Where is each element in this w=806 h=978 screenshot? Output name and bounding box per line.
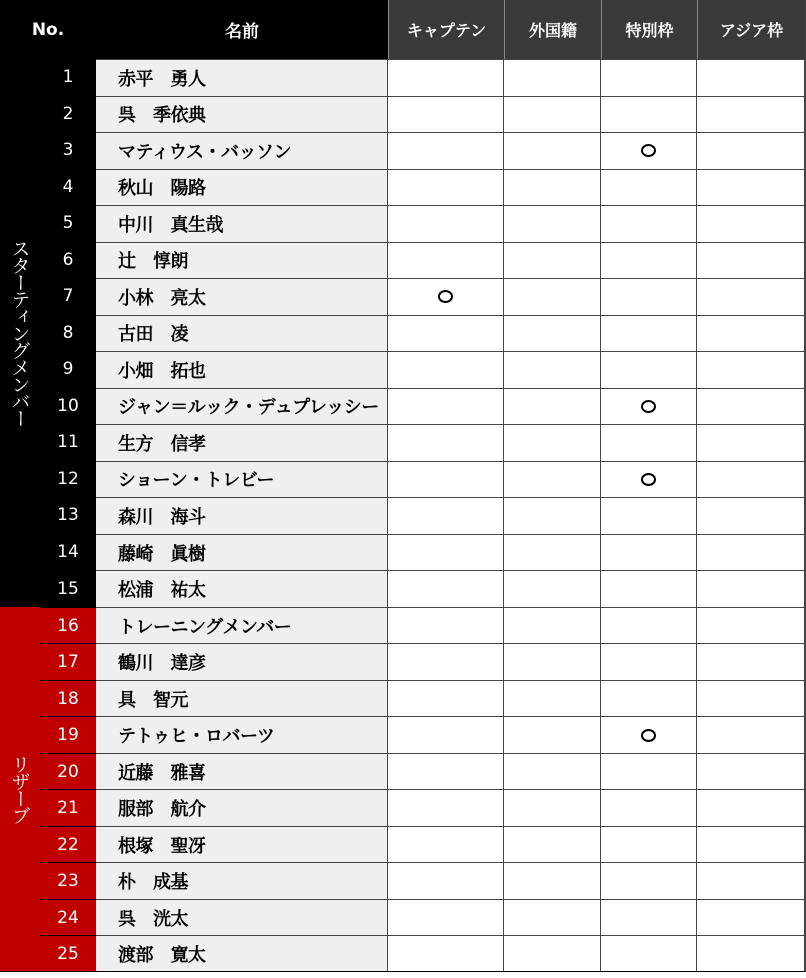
foreign-cell <box>504 205 601 242</box>
asia-cell <box>697 388 805 425</box>
asia-cell <box>697 716 805 753</box>
special-cell <box>601 680 697 717</box>
captain-cell <box>388 351 504 388</box>
captain-cell <box>388 862 504 899</box>
special-cell <box>601 789 697 826</box>
header-asia: アジア枠 <box>697 0 805 59</box>
row-number: 13 <box>40 497 96 534</box>
foreign-cell <box>504 497 601 534</box>
row-number: 4 <box>40 169 96 206</box>
player-name: テトゥヒ・ロバーツ <box>96 716 388 753</box>
player-name: 辻 惇朗 <box>96 242 388 279</box>
player-name: ショーン・トレビー <box>96 461 388 498</box>
player-name: 具 智元 <box>96 680 388 717</box>
asia-cell <box>697 643 805 680</box>
asia-cell <box>697 132 805 169</box>
foreign-cell <box>504 169 601 206</box>
row-number: 11 <box>40 424 96 461</box>
player-name: 赤平 勇人 <box>96 59 388 96</box>
player-name: ジャン＝ルック・デュプレッシー <box>96 388 388 425</box>
row-number: 18 <box>40 680 96 717</box>
asia-cell <box>697 242 805 279</box>
foreign-cell <box>504 315 601 352</box>
asia-cell <box>697 534 805 571</box>
header-name: 名前 <box>96 0 388 59</box>
foreign-cell <box>504 680 601 717</box>
asia-cell <box>697 96 805 133</box>
special-cell <box>601 205 697 242</box>
row-number: 17 <box>40 643 96 680</box>
player-name: 鶴川 達彦 <box>96 643 388 680</box>
header-foreign: 外国籍 <box>504 0 601 59</box>
special-cell <box>601 169 697 206</box>
special-cell <box>601 96 697 133</box>
asia-cell <box>697 169 805 206</box>
player-name: マティウス・バッソン <box>96 132 388 169</box>
player-name: 近藤 雅喜 <box>96 753 388 790</box>
asia-cell <box>697 424 805 461</box>
asia-cell <box>697 826 805 863</box>
special-mark <box>641 729 656 742</box>
captain-cell <box>388 607 504 644</box>
captain-cell <box>388 205 504 242</box>
special-mark <box>641 144 656 157</box>
foreign-cell <box>504 461 601 498</box>
captain-cell <box>388 753 504 790</box>
asia-cell <box>697 935 805 972</box>
asia-cell <box>697 497 805 534</box>
row-number: 2 <box>40 96 96 133</box>
captain-cell <box>388 461 504 498</box>
foreign-cell <box>504 789 601 826</box>
foreign-cell <box>504 132 601 169</box>
special-cell <box>601 315 697 352</box>
player-name: トレーニングメンバー <box>96 607 388 644</box>
foreign-cell <box>504 96 601 133</box>
row-number: 23 <box>40 862 96 899</box>
player-name: 生方 信孝 <box>96 424 388 461</box>
captain-cell <box>388 935 504 972</box>
player-name: 森川 海斗 <box>96 497 388 534</box>
special-cell <box>601 132 697 169</box>
foreign-cell <box>504 753 601 790</box>
player-name: 呉 季依典 <box>96 96 388 133</box>
player-name: 服部 航介 <box>96 789 388 826</box>
player-name: 小畑 拓也 <box>96 351 388 388</box>
foreign-cell <box>504 351 601 388</box>
header-no: No. <box>0 0 96 59</box>
header-captain: キャプテン <box>388 0 504 59</box>
asia-cell <box>697 570 805 607</box>
special-cell <box>601 534 697 571</box>
asia-cell <box>697 278 805 315</box>
special-cell <box>601 351 697 388</box>
player-name: 古田 凌 <box>96 315 388 352</box>
captain-cell <box>388 534 504 571</box>
group-label-starting-text: スターティングメンバー <box>8 239 31 427</box>
special-cell <box>601 753 697 790</box>
asia-cell <box>697 315 805 352</box>
row-number: 10 <box>40 388 96 425</box>
foreign-cell <box>504 570 601 607</box>
foreign-cell <box>504 607 601 644</box>
foreign-cell <box>504 424 601 461</box>
captain-cell <box>388 132 504 169</box>
captain-cell <box>388 388 504 425</box>
row-number: 6 <box>40 242 96 279</box>
player-name: 松浦 祐太 <box>96 570 388 607</box>
captain-cell <box>388 59 504 96</box>
special-cell <box>601 716 697 753</box>
row-number: 12 <box>40 461 96 498</box>
row-number: 5 <box>40 205 96 242</box>
group-label-reserve <box>0 607 40 972</box>
captain-cell <box>388 899 504 936</box>
special-cell <box>601 899 697 936</box>
group-label-starting <box>0 59 40 607</box>
captain-cell <box>388 424 504 461</box>
row-number: 21 <box>40 789 96 826</box>
player-name: 藤崎 眞樹 <box>96 534 388 571</box>
captain-cell <box>388 789 504 826</box>
asia-cell <box>697 351 805 388</box>
row-number: 14 <box>40 534 96 571</box>
header-special: 特別枠 <box>601 0 697 59</box>
foreign-cell <box>504 242 601 279</box>
captain-mark <box>438 290 453 303</box>
foreign-cell <box>504 59 601 96</box>
row-number: 15 <box>40 570 96 607</box>
player-name: 呉 洸太 <box>96 899 388 936</box>
row-number: 7 <box>40 278 96 315</box>
row-number: 24 <box>40 899 96 936</box>
row-number: 25 <box>40 935 96 972</box>
foreign-cell <box>504 716 601 753</box>
foreign-cell <box>504 862 601 899</box>
player-name: 渡部 寛太 <box>96 935 388 972</box>
asia-cell <box>697 205 805 242</box>
captain-cell <box>388 242 504 279</box>
asia-cell <box>697 607 805 644</box>
captain-cell <box>388 716 504 753</box>
foreign-cell <box>504 388 601 425</box>
special-cell <box>601 388 697 425</box>
foreign-cell <box>504 278 601 315</box>
row-number: 8 <box>40 315 96 352</box>
asia-cell <box>697 899 805 936</box>
captain-cell <box>388 315 504 352</box>
special-mark <box>641 473 656 486</box>
group-label-reserve-text: リザーブ <box>8 755 31 824</box>
special-cell <box>601 643 697 680</box>
foreign-cell <box>504 935 601 972</box>
asia-cell <box>697 862 805 899</box>
captain-cell <box>388 643 504 680</box>
captain-cell <box>388 497 504 534</box>
asia-cell <box>697 680 805 717</box>
row-number: 1 <box>40 59 96 96</box>
special-cell <box>601 497 697 534</box>
special-cell <box>601 278 697 315</box>
player-name: 朴 成基 <box>96 862 388 899</box>
row-number: 20 <box>40 753 96 790</box>
row-number: 16 <box>40 607 96 644</box>
special-cell <box>601 862 697 899</box>
foreign-cell <box>504 534 601 571</box>
player-name: 秋山 陽路 <box>96 169 388 206</box>
foreign-cell <box>504 899 601 936</box>
special-cell <box>601 570 697 607</box>
captain-cell <box>388 826 504 863</box>
player-name: 根塚 聖冴 <box>96 826 388 863</box>
row-number: 3 <box>40 132 96 169</box>
captain-cell <box>388 680 504 717</box>
asia-cell <box>697 461 805 498</box>
captain-cell <box>388 169 504 206</box>
player-name: 中川 真生哉 <box>96 205 388 242</box>
table-bottom-border <box>0 971 806 972</box>
special-cell <box>601 935 697 972</box>
asia-cell <box>697 753 805 790</box>
asia-cell <box>697 789 805 826</box>
captain-cell <box>388 570 504 607</box>
special-cell <box>601 242 697 279</box>
special-cell <box>601 461 697 498</box>
row-number: 9 <box>40 351 96 388</box>
player-name: 小林 亮太 <box>96 278 388 315</box>
special-cell <box>601 59 697 96</box>
special-mark <box>641 400 656 413</box>
special-cell <box>601 424 697 461</box>
asia-cell <box>697 59 805 96</box>
foreign-cell <box>504 826 601 863</box>
row-number: 19 <box>40 716 96 753</box>
foreign-cell <box>504 643 601 680</box>
special-cell <box>601 826 697 863</box>
special-cell <box>601 607 697 644</box>
captain-cell <box>388 278 504 315</box>
captain-cell <box>388 96 504 133</box>
row-number: 22 <box>40 826 96 863</box>
